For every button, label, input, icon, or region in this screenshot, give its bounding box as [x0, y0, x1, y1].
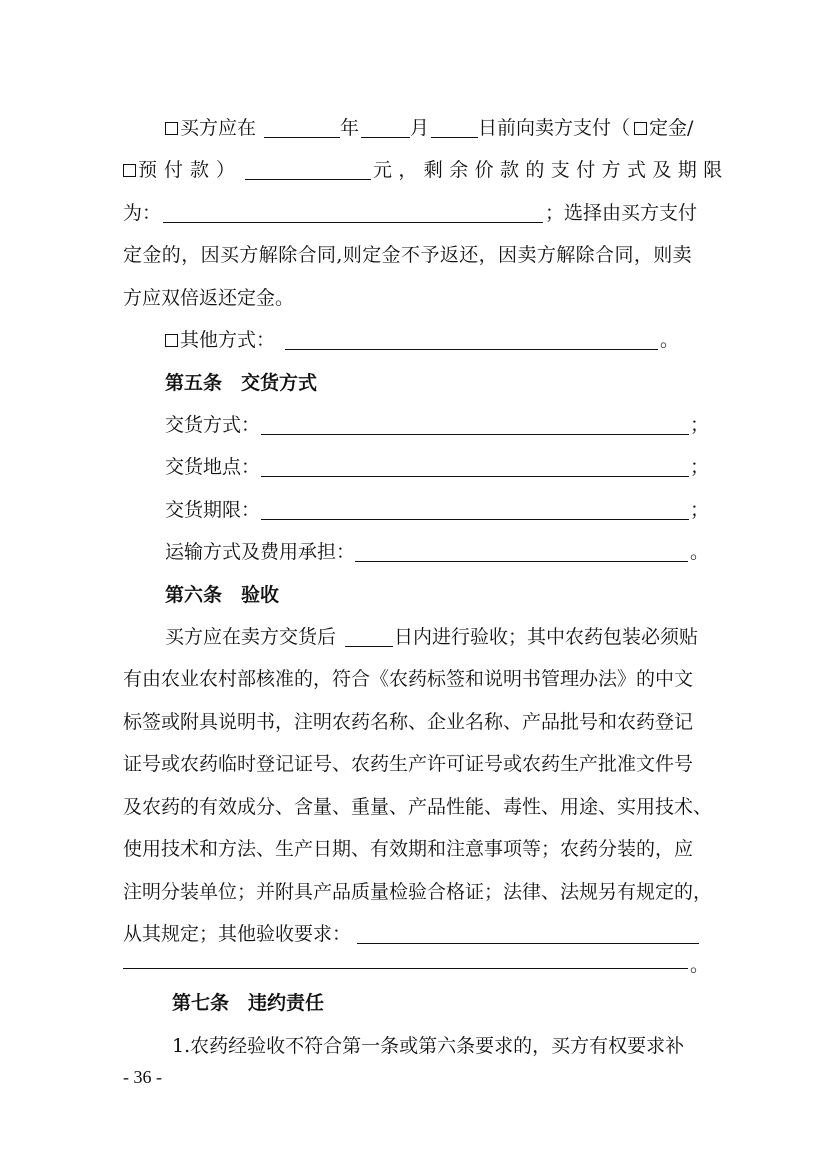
- text-line: 有由农业农村部核准的，符合《农药标签和说明书管理办法》的中文: [123, 668, 694, 690]
- breach-line-1: 1.农药经验收不符合第一条或第六条要求的，买方有权要求补: [172, 1035, 685, 1057]
- checkbox-advance-payment[interactable]: [123, 164, 136, 177]
- blank-year[interactable]: [264, 137, 340, 138]
- blank-inspection-days[interactable]: [345, 646, 393, 647]
- blank-transport[interactable]: [355, 561, 688, 562]
- inspection-other-line-2: 。: [0, 950, 827, 980]
- text-line: 证号或农药临时登记证号、农药生产许可证号或农药生产批准文件号: [123, 753, 694, 775]
- text-line: 注明分装单位；并附具产品质量检验合格证；法律、法规另有规定的，: [123, 881, 713, 903]
- article-7-title: 第七条 违约责任: [172, 992, 325, 1014]
- inspection-other-line: 从其规定；其他验收要求：: [0, 919, 827, 949]
- text-line: 标签或附具说明书，注明农药名称、企业名称、产品批号和农药登记: [123, 711, 694, 733]
- blank-payment-terms[interactable]: [163, 222, 543, 223]
- checkbox-deposit[interactable]: [634, 122, 647, 135]
- checkbox-buyer-pays[interactable]: [165, 122, 178, 135]
- blank-delivery-place[interactable]: [261, 476, 689, 477]
- delivery-method-line: 交货方式： ；: [165, 414, 710, 436]
- article-5-title: 第五条 交货方式: [165, 372, 318, 394]
- blank-day[interactable]: [431, 137, 478, 138]
- blank-other-inspection-cont[interactable]: [123, 968, 688, 969]
- text-line: 方应双倍返还定金。: [123, 287, 295, 309]
- checkbox-other-method[interactable]: [165, 334, 178, 347]
- payment-option-line-1: 买方应在 年 月 日前向卖方支付（ 定金/: [0, 113, 827, 143]
- blank-other-inspection[interactable]: [357, 943, 699, 944]
- payment-option-line-2: 预付款） 元，剩余价款的支付方式及期限: [0, 155, 827, 185]
- delivery-period-line: 交货期限： ；: [165, 499, 710, 521]
- payment-option-line-3: 为： ；选择由买方支付: [123, 202, 698, 224]
- delivery-place-line: 交货地点： ；: [165, 456, 710, 478]
- inspection-line-1: 买方应在卖方交货后 日内进行验收；其中农药包装必须贴: [165, 626, 699, 648]
- transport-line: 运输方式及费用承担： 。: [165, 541, 710, 563]
- payment-other-line: 其他方式： 。: [0, 325, 827, 355]
- blank-delivery-period[interactable]: [261, 519, 689, 520]
- blank-other-method[interactable]: [285, 349, 658, 350]
- text-line: 定金的，因买方解除合同,则定金不予返还，因卖方解除合同，则卖: [123, 244, 693, 266]
- blank-delivery-method[interactable]: [261, 434, 689, 435]
- blank-amount[interactable]: [245, 179, 371, 180]
- page-number: - 36 -: [123, 1067, 162, 1087]
- text-line: 使用技术和方法、生产日期、有效期和注意事项等；农药分装的，应: [123, 838, 694, 860]
- blank-month[interactable]: [361, 137, 410, 138]
- article-6-title: 第六条 验收: [165, 584, 280, 606]
- text-line: 及农药的有效成分、含量、重量、产品性能、毒性、用途、实用技术、: [123, 796, 713, 818]
